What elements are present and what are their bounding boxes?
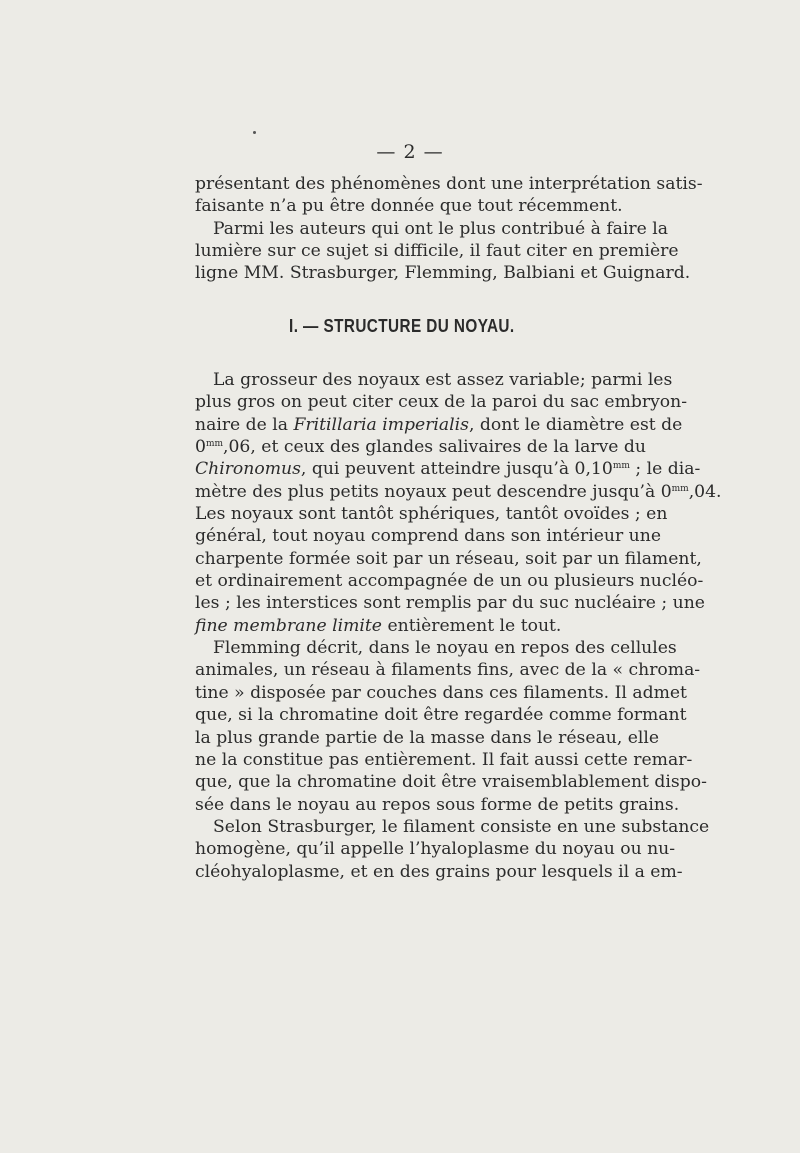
text-line: Parmi les auteurs qui ont le plus contribué à faire la <box>213 218 669 239</box>
text-line: $0^{mm},06$, et ceux des glandes salivaires de la larve du <box>195 437 646 458</box>
page-number: — 2 — <box>376 141 444 163</box>
text-line: que, que la chromatine doit être vraisemblablement dispo- <box>195 772 707 793</box>
text-line: tine » disposée par couches dans ces filaments. Il admet <box>195 682 687 703</box>
text-line: La grosseur des noyaux est assez variable; parmi les <box>213 370 673 390</box>
text-line: faisante n’a pu être donnée que tout récemment. <box>195 196 623 217</box>
section-heading: I. — STRUCTURE DU NOYAU. <box>289 316 515 336</box>
text-line: fine membrane limite entièrement le tout. <box>195 615 562 636</box>
unit-superscript: mm <box>612 461 630 472</box>
text-line: cléohyaloplasme, et en des grains pour lesquels il a em- <box>195 861 683 882</box>
text-line: général, tout noyau comprend dans son intérieur une <box>195 526 661 547</box>
text-line: charpente formée soit par un réseau, soit par un filament, <box>195 548 702 569</box>
text-line: ligne MM. Strasburger, Flemming, Balbiani et Guignard. <box>195 263 691 284</box>
italic-term: fine membrane limite <box>195 615 382 636</box>
text-line: Selon Strasburger, le filament consiste en une substance <box>213 816 710 837</box>
text-line: Les noyaux sont tantôt sphériques, tantôt ovoïdes ; en <box>195 504 668 525</box>
unit-superscript: mm <box>671 483 689 494</box>
text-line: les ; les interstices sont remplis par du suc nucléaire ; une <box>195 593 705 614</box>
intro-paragraphs <box>195 173 703 285</box>
text-line: mètre des plus petits noyaux peut descendre jusqu’à $0^{mm},04$. <box>195 481 722 502</box>
text-line: la plus grande partie de la masse dans le réseau, elle <box>195 727 660 748</box>
text-line: Chironomus, qui peuvent atteindre jusqu’à $0,10^{mm}$ ; le dia- <box>195 459 701 480</box>
unit-superscript: mm <box>205 439 224 450</box>
text-line: ne la constitue pas entièrement. Il fait aussi cette remar- <box>195 749 693 770</box>
text-line: sée dans le noyau au repos sous forme de petits grains. <box>195 794 680 815</box>
text-line: que, si la chromatine doit être regardée comme formant <box>195 705 687 726</box>
text-line: plus gros on peut citer ceux de la paroi du sac embryon- <box>195 392 688 413</box>
main-paragraphs <box>195 369 722 883</box>
text-line: et ordinairement accompagnée de un ou plusieurs nucléo- <box>195 571 704 592</box>
text-line: Flemming décrit, dans le noyau en repos des cellules <box>213 638 677 659</box>
text-line: présentant des phénomènes dont une interprétation satis- <box>195 174 703 194</box>
text-line: naire de la Fritillaria imperialis, dont le diamètre est de <box>195 414 683 435</box>
italic-term: Fritillaria imperialis <box>293 414 469 435</box>
text-line: homogène, qu’il appelle l’hyaloplasme du noyau ou nu- <box>195 839 676 860</box>
paper-speck <box>253 131 256 134</box>
italic-term: Chironomus <box>195 459 301 480</box>
text-line: animales, un réseau à filaments fins, avec de la « chroma- <box>195 660 701 681</box>
text-line: lumière sur ce sujet si difficile, il faut citer en première <box>195 241 679 262</box>
